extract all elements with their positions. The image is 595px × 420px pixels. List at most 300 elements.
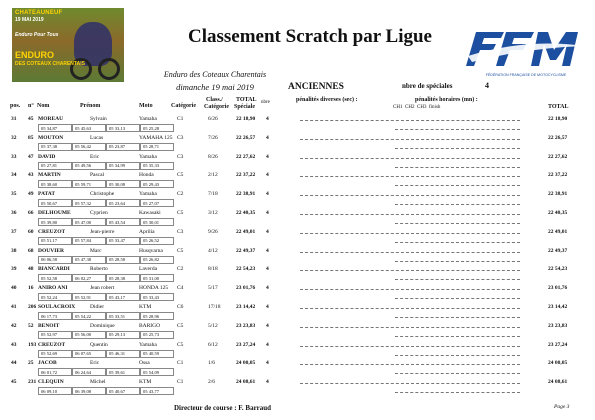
split-box xyxy=(38,143,72,151)
split-box xyxy=(106,143,140,151)
row-num: 68 xyxy=(28,247,34,254)
row-nom: PATAT xyxy=(38,191,56,198)
penalty-line xyxy=(395,355,520,356)
split-box xyxy=(38,368,72,376)
row-num: 49 xyxy=(28,191,34,198)
row-categorie: C4 xyxy=(177,285,184,292)
split-time: 05 34,99 xyxy=(109,163,126,169)
row-categorie: C5 xyxy=(177,322,184,329)
row-total-spe: 22 27,62 xyxy=(236,153,256,160)
penalty-line xyxy=(395,242,520,243)
row-total-spe: 24 08,61 xyxy=(236,379,256,386)
ffm-logo xyxy=(466,26,584,84)
row-total-spe: 22 49,01 xyxy=(236,228,256,235)
row-moto: Yamaha xyxy=(139,116,157,122)
penalty-line xyxy=(300,233,520,234)
row-categorie: C5 xyxy=(177,210,184,216)
table-row xyxy=(0,379,595,397)
split-box xyxy=(72,331,106,339)
split-time: 06 01,72 xyxy=(41,369,58,375)
split-time: 05 33,51 xyxy=(109,313,126,319)
row-num: 48 xyxy=(28,266,34,273)
row-pos: 37 xyxy=(11,228,17,235)
row-prenom: Roberto xyxy=(90,266,108,273)
row-nom: SOULACROIX xyxy=(38,304,76,310)
split-box xyxy=(140,331,174,339)
col-penalites-diverses: pénalités diverses (sec) : xyxy=(296,97,358,103)
penalty-line xyxy=(300,214,520,215)
row-pos: 40 xyxy=(11,285,17,292)
split-box xyxy=(140,218,174,226)
split-box xyxy=(38,162,72,170)
row-prenom: Eric xyxy=(90,360,100,367)
table-row xyxy=(0,172,595,190)
page-number: Page 3 xyxy=(554,404,570,410)
split-time: 05 50,67 xyxy=(41,200,58,206)
split-time: 05 23,87 xyxy=(109,144,126,150)
split-time: 06 06,58 xyxy=(41,257,58,263)
row-nom: CREUZOT xyxy=(38,228,66,235)
split-box xyxy=(106,180,140,188)
split-box xyxy=(140,143,174,151)
row-moto: Yamaha xyxy=(139,341,157,348)
split-time: 05 28,96 xyxy=(143,313,160,319)
split-box xyxy=(140,293,174,301)
split-box xyxy=(106,199,140,207)
row-class: 6/26 xyxy=(208,116,218,122)
row-nom: DELHOUME xyxy=(38,210,71,216)
split-box xyxy=(140,350,174,358)
col-class: Class./ xyxy=(206,97,223,103)
split-box xyxy=(106,293,140,301)
row-prenom: Cyprien xyxy=(90,210,108,216)
split-box xyxy=(38,237,72,245)
split-box xyxy=(140,199,174,207)
row-moto: Kawasaki xyxy=(139,210,161,216)
row-prenom: Quentin xyxy=(90,341,108,348)
split-time: 05 37,38 xyxy=(41,144,58,150)
row-class: 5/12 xyxy=(208,322,218,329)
penalty-line xyxy=(300,383,520,384)
row-total-spe: 23 23,83 xyxy=(236,322,256,329)
split-box xyxy=(38,350,72,358)
row-categorie: C3 xyxy=(177,134,184,141)
table-row xyxy=(0,304,595,322)
row-num: 16 xyxy=(28,285,34,292)
row-total-spe: 22 38,91 xyxy=(236,191,256,198)
row-num: 66 xyxy=(28,210,34,216)
row-pos: 33 xyxy=(11,153,17,160)
row-nbre: 4 xyxy=(266,210,269,216)
row-moto: Laverda xyxy=(139,266,158,273)
row-total-spe: 23 14,42 xyxy=(236,304,256,310)
table-row xyxy=(0,135,595,153)
split-time: 05 47,00 xyxy=(75,219,92,225)
col-ch3: CH3 xyxy=(417,105,427,110)
penalty-line xyxy=(395,185,520,186)
row-total: 23 23,83 xyxy=(548,322,568,329)
split-time: 05 52,58 xyxy=(41,275,58,281)
split-box xyxy=(140,312,174,320)
row-nom: DOUVIER xyxy=(38,247,64,254)
split-box xyxy=(38,293,72,301)
row-num: 60 xyxy=(28,228,34,235)
row-nom: MARTIN xyxy=(38,172,61,179)
table-row xyxy=(0,248,595,266)
row-class: 7/18 xyxy=(208,191,218,198)
col-total-spe-2: Spéciale xyxy=(234,104,255,110)
row-moto: Yamaha xyxy=(139,191,157,198)
split-box xyxy=(140,387,174,395)
penalty-line xyxy=(395,298,520,299)
row-pos: 42 xyxy=(11,322,17,329)
row-pos: 41 xyxy=(11,304,17,310)
split-time: 05 35,33 xyxy=(143,163,160,169)
split-time: 05 54,22 xyxy=(75,313,92,319)
penalty-line xyxy=(300,289,520,290)
row-pos: 39 xyxy=(11,266,17,273)
row-pos: 38 xyxy=(11,247,17,254)
penalty-line xyxy=(300,252,520,253)
category-name: ANCIENNES xyxy=(288,82,344,92)
row-nbre: 4 xyxy=(266,116,269,122)
split-time: 05 25,73 xyxy=(143,332,160,338)
row-nom: BIANCARDI xyxy=(38,266,70,273)
split-box xyxy=(72,218,106,226)
row-pos: 31 xyxy=(11,116,17,122)
col-finish: finish xyxy=(429,105,441,110)
row-total-spe: 22 40,35 xyxy=(236,210,256,216)
split-box xyxy=(106,256,140,264)
row-nom: DAVID xyxy=(38,153,56,160)
penalty-line xyxy=(300,158,520,159)
row-prenom: Lucas xyxy=(90,134,104,141)
penalty-line xyxy=(395,336,520,337)
row-num: 25 xyxy=(28,360,34,367)
page-title: Classement Scratch par Ligue xyxy=(188,26,432,47)
row-num: 85 xyxy=(28,134,34,141)
row-class: 8/26 xyxy=(208,153,218,160)
split-box xyxy=(38,256,72,264)
row-total: 23 27,24 xyxy=(548,341,568,348)
race-director: Directeur de course : F. Barraud xyxy=(174,404,272,412)
split-box xyxy=(72,350,106,358)
row-prenom: Eric xyxy=(90,153,100,160)
split-time: 05 52,91 xyxy=(75,294,92,300)
col-nbre: nbre xyxy=(261,100,270,105)
split-box xyxy=(72,293,106,301)
row-nbre: 4 xyxy=(266,360,269,367)
split-box xyxy=(72,256,106,264)
split-time: 05 40,67 xyxy=(109,388,126,394)
penalty-line xyxy=(300,364,520,365)
row-nbre: 4 xyxy=(266,134,269,141)
row-moto: Ossa xyxy=(139,360,150,367)
col-prenom: Prénom xyxy=(80,103,101,109)
event-name: Enduro des Coteaux Charentais xyxy=(163,70,267,79)
row-prenom: Pascal xyxy=(90,172,105,179)
table-row xyxy=(0,285,595,303)
row-prenom: Jean robert xyxy=(90,285,115,292)
split-time: 05 28,58 xyxy=(109,257,126,263)
split-time: 05 49,56 xyxy=(75,163,92,169)
row-class: 7/26 xyxy=(208,134,218,141)
split-box xyxy=(72,274,106,282)
row-class: 6/12 xyxy=(208,341,218,348)
split-box xyxy=(106,162,140,170)
split-box xyxy=(140,274,174,282)
row-nom: JACOB xyxy=(38,360,57,367)
col-ch2: CH2 xyxy=(405,105,415,110)
row-categorie: C5 xyxy=(177,247,184,254)
split-time: 05 52,24 xyxy=(41,294,58,300)
row-nbre: 4 xyxy=(266,285,269,292)
row-categorie: C6 xyxy=(177,304,184,310)
split-time: 06 24,64 xyxy=(75,369,92,375)
split-box xyxy=(106,218,140,226)
specials-value: 4 xyxy=(485,81,489,90)
row-prenom: Michel xyxy=(90,379,106,386)
row-total: 23 01,76 xyxy=(548,285,568,292)
split-box xyxy=(72,368,106,376)
row-class: 2/6 xyxy=(208,379,216,386)
split-box xyxy=(38,331,72,339)
specials-label: nbre de spéciales xyxy=(402,82,453,90)
poster-line: ENDURO xyxy=(15,50,55,60)
row-categorie: C2 xyxy=(177,266,184,273)
split-time: 05 57,32 xyxy=(75,200,92,206)
row-total: 22 38,91 xyxy=(548,191,568,198)
split-time: 05 27,81 xyxy=(41,163,58,169)
row-moto: Honda xyxy=(139,172,154,179)
row-categorie: C2 xyxy=(177,191,184,198)
row-total-spe: 23 01,76 xyxy=(236,285,256,292)
split-box xyxy=(72,180,106,188)
row-total-spe: 22 54,23 xyxy=(236,266,256,273)
table-row xyxy=(0,191,595,209)
split-time: 05 54,09 xyxy=(143,369,160,375)
split-box xyxy=(140,124,174,132)
row-total: 22 18,90 xyxy=(548,116,568,122)
row-num: 45 xyxy=(28,116,34,122)
row-categorie: C1 xyxy=(177,360,184,367)
penalty-line xyxy=(395,373,520,374)
split-time: 05 59,71 xyxy=(75,181,92,187)
split-time: 05 28,38 xyxy=(109,275,126,281)
penalty-line xyxy=(300,327,520,328)
row-total: 23 14,42 xyxy=(548,304,568,310)
row-num: 52 xyxy=(28,322,34,329)
split-box xyxy=(72,237,106,245)
split-box xyxy=(140,162,174,170)
row-moto: YAMAHA 125 xyxy=(139,134,173,141)
row-pos: 34 xyxy=(11,172,17,179)
row-pos: 32 xyxy=(11,134,17,141)
row-categorie: C1 xyxy=(177,379,184,386)
row-moto: Aprilia xyxy=(139,228,155,235)
row-nbre: 4 xyxy=(266,304,269,310)
col-num: n° xyxy=(28,103,34,109)
col-ch1: CH1 xyxy=(393,105,403,110)
row-class: 17/18 xyxy=(208,304,221,310)
split-time: 05 28,71 xyxy=(143,144,160,150)
row-num: 193 xyxy=(28,341,37,348)
row-nbre: 4 xyxy=(266,191,269,198)
split-box xyxy=(72,124,106,132)
row-total-spe: 22 18,90 xyxy=(236,116,256,122)
split-box xyxy=(38,387,72,395)
split-time: 06 39,08 xyxy=(75,388,92,394)
split-time: 05 43,77 xyxy=(143,388,160,394)
row-total: 22 49,01 xyxy=(548,228,568,235)
row-num: 231 xyxy=(28,379,37,386)
table-row xyxy=(0,116,595,134)
penalty-line xyxy=(300,270,520,271)
split-time: 05 33,13 xyxy=(109,125,126,131)
split-time: 06 09,10 xyxy=(41,388,58,394)
table-row xyxy=(0,210,595,228)
split-box xyxy=(140,256,174,264)
row-moto: Husqvarna xyxy=(139,247,163,254)
row-pos: 43 xyxy=(11,341,17,348)
col-total: TOTAL xyxy=(548,104,569,110)
ffm-tagline: FÉDÉRATION FRANÇAISE DE MOTOCYCLISME xyxy=(485,73,567,77)
row-total: 24 00,05 xyxy=(548,360,568,367)
split-time: 05 23,64 xyxy=(109,200,126,206)
row-pos: 45 xyxy=(11,379,17,386)
event-date: dimanche 19 mai 2019 xyxy=(176,82,254,92)
table-row xyxy=(0,266,595,284)
table-row xyxy=(0,360,595,378)
row-prenom: Dominique xyxy=(90,322,115,329)
row-total: 22 37,22 xyxy=(548,172,568,179)
row-nom: MOREAU xyxy=(38,116,64,122)
row-class: 8/18 xyxy=(208,266,218,273)
split-time: 05 43,17 xyxy=(109,294,126,300)
row-nbre: 4 xyxy=(266,228,269,235)
split-time: 05 52,97 xyxy=(41,332,58,338)
row-total: 22 27,62 xyxy=(548,153,568,160)
wheel-graphic xyxy=(98,58,120,80)
row-total-spe: 22 49,37 xyxy=(236,247,256,254)
split-box xyxy=(106,331,140,339)
row-class: 9/26 xyxy=(208,228,218,235)
penalty-line xyxy=(395,392,520,393)
penalty-line xyxy=(300,176,520,177)
split-box xyxy=(106,312,140,320)
row-nbre: 4 xyxy=(266,172,269,179)
split-time: 05 56,42 xyxy=(75,144,92,150)
row-class: 4/12 xyxy=(208,247,218,254)
split-box xyxy=(72,387,106,395)
col-class-2: Catégorie xyxy=(204,104,229,110)
split-time: 05 57,84 xyxy=(75,238,92,244)
penalty-line xyxy=(300,139,520,140)
row-moto: HONDA 125 xyxy=(139,285,169,292)
split-box xyxy=(38,218,72,226)
split-time: 05 47,38 xyxy=(75,257,92,263)
row-prenom: Christophe xyxy=(90,191,115,198)
split-box xyxy=(106,350,140,358)
poster-line: Enduro Pour Tous xyxy=(15,32,59,38)
row-pos: 35 xyxy=(11,191,17,198)
split-box xyxy=(72,312,106,320)
penalty-line xyxy=(395,317,520,318)
split-box xyxy=(140,180,174,188)
split-time: 06 17,73 xyxy=(41,313,58,319)
row-total: 22 54,23 xyxy=(548,266,568,273)
row-nom: MOUTON xyxy=(38,134,64,141)
split-time: 05 30,01 xyxy=(143,219,160,225)
row-categorie: C5 xyxy=(177,341,184,348)
split-time: 05 39,61 xyxy=(109,369,126,375)
table-row xyxy=(0,154,595,172)
table-row xyxy=(0,323,595,341)
split-time: 05 51,17 xyxy=(41,238,58,244)
row-total-spe: 22 37,22 xyxy=(236,172,256,179)
row-nom: CREUZOT xyxy=(38,341,66,348)
row-pos: 44 xyxy=(11,360,17,367)
event-poster xyxy=(12,8,124,82)
split-time: 05 26,82 xyxy=(143,257,160,263)
row-prenom: Jean-pierre xyxy=(90,228,115,235)
row-class: 3/12 xyxy=(208,210,218,216)
row-nbre: 4 xyxy=(266,266,269,273)
row-categorie: C5 xyxy=(177,172,184,179)
poster-line: 19 MAI 2019 xyxy=(15,17,44,23)
row-num: 47 xyxy=(28,153,34,160)
row-nom: ANIRO ANI xyxy=(38,285,68,292)
split-box xyxy=(38,180,72,188)
row-categorie: C3 xyxy=(177,153,184,160)
penalty-line xyxy=(395,167,520,168)
penalty-line xyxy=(395,223,520,224)
row-categorie: C3 xyxy=(177,228,184,235)
split-box xyxy=(106,387,140,395)
split-time: 05 30,08 xyxy=(109,181,126,187)
split-box xyxy=(140,368,174,376)
split-time: 05 34,87 xyxy=(41,125,58,131)
row-moto: KTM xyxy=(139,304,152,310)
split-box xyxy=(38,274,72,282)
split-time: 05 29,13 xyxy=(109,332,126,338)
row-moto: Yamaha xyxy=(139,153,157,160)
split-box xyxy=(106,368,140,376)
split-box xyxy=(106,124,140,132)
split-box xyxy=(38,312,72,320)
ffm-logo-shape xyxy=(466,32,584,66)
row-total-spe: 24 00,05 xyxy=(236,360,256,367)
penalty-line xyxy=(300,346,520,347)
row-num: 206 xyxy=(28,304,37,310)
row-nbre: 4 xyxy=(266,379,269,386)
split-time: 05 27,07 xyxy=(143,200,160,206)
row-total-spe: 23 27,24 xyxy=(236,341,256,348)
split-time: 05 33,43 xyxy=(143,294,160,300)
col-moto: Moto xyxy=(139,103,153,109)
penalty-line xyxy=(300,308,520,309)
split-time: 05 40,59 xyxy=(143,351,160,357)
split-time: 05 39,80 xyxy=(41,219,58,225)
split-box xyxy=(38,199,72,207)
split-time: 05 25,28 xyxy=(143,125,160,131)
penalty-line xyxy=(395,261,520,262)
split-box xyxy=(140,237,174,245)
row-moto: BARIGO xyxy=(139,322,161,329)
row-nbre: 4 xyxy=(266,341,269,348)
split-time: 05 43,54 xyxy=(109,219,126,225)
split-time: 05 38,60 xyxy=(41,181,58,187)
